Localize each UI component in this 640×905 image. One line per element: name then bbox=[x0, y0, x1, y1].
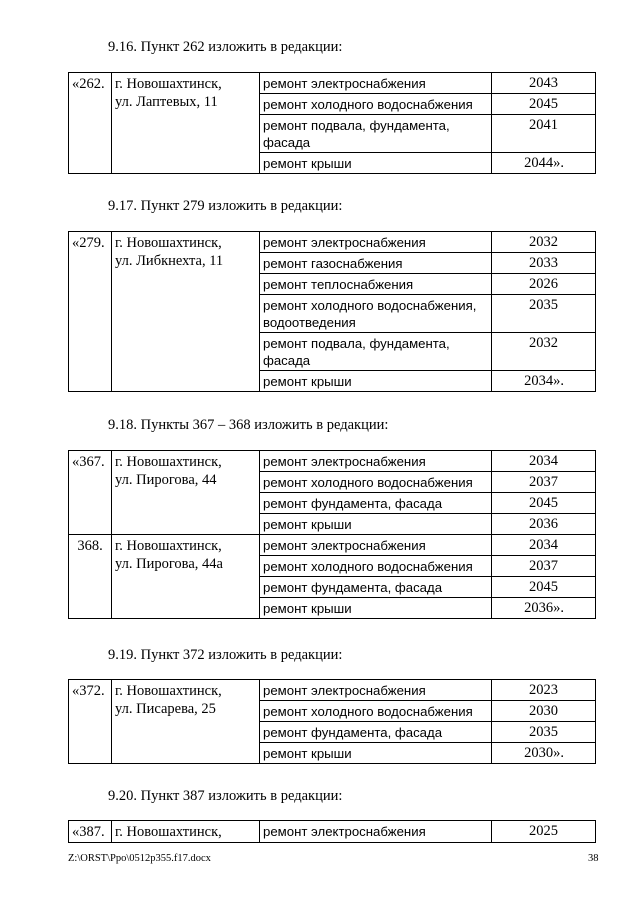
work-type: ремонт фундамента, фасада bbox=[260, 493, 492, 514]
work-year: 2043 bbox=[529, 75, 558, 91]
item-number: 368. bbox=[69, 535, 112, 619]
item-number: «367. bbox=[69, 451, 112, 535]
work-year: 2041 bbox=[529, 117, 558, 133]
address-city: г. Новошахтинск, bbox=[115, 454, 222, 470]
work-year: 2034 bbox=[529, 453, 558, 469]
work-year: 2034». bbox=[524, 373, 564, 389]
table-row bbox=[69, 821, 596, 843]
section-heading-9-18: 9.18. Пункты 367 – 368 изложить в редакции: bbox=[108, 417, 389, 433]
section-heading-9-19: 9.19. Пункт 372 изложить в редакции: bbox=[108, 647, 343, 663]
address-city: г. Новошахтинск, bbox=[115, 824, 222, 840]
item-address bbox=[112, 232, 260, 392]
work-year: 2045 bbox=[529, 579, 558, 595]
address-street: ул. Пирогова, 44а bbox=[115, 556, 223, 572]
work-year: 2037 bbox=[529, 474, 558, 490]
work-type: ремонт электроснабжения bbox=[260, 535, 492, 556]
work-type: ремонт крыши bbox=[260, 371, 492, 392]
footer-page-number: 38 bbox=[588, 853, 599, 864]
work-year: 2035 bbox=[529, 297, 558, 313]
work-type: ремонт крыши bbox=[260, 153, 492, 174]
work-year: 2030 bbox=[529, 703, 558, 719]
work-type: ремонт газоснабжения bbox=[260, 253, 492, 274]
work-type: ремонт холодного водоснабжения bbox=[260, 472, 492, 493]
work-type: ремонт электроснабжения bbox=[260, 232, 492, 253]
work-year: 2033 bbox=[529, 255, 558, 271]
table-row bbox=[69, 73, 596, 94]
address-city: г. Новошахтинск, bbox=[115, 235, 222, 251]
table-372 bbox=[68, 679, 596, 764]
work-type: ремонт холодного водоснабжения, водоотведения bbox=[260, 295, 492, 333]
work-type: ремонт подвала, фундамента, фасада bbox=[260, 115, 492, 153]
work-year: 2044». bbox=[524, 155, 564, 171]
address-street: ул. Либкнехта, 11 bbox=[115, 253, 224, 269]
work-year: 2025 bbox=[529, 823, 558, 839]
work-type: ремонт холодного водоснабжения bbox=[260, 701, 492, 722]
work-year: 2045 bbox=[529, 495, 558, 511]
work-type: ремонт электроснабжения bbox=[260, 821, 492, 843]
work-year: 2032 bbox=[529, 335, 558, 351]
address-city: г. Новошахтинск, bbox=[115, 76, 222, 92]
table-367-368 bbox=[68, 450, 596, 619]
work-type: ремонт фундамента, фасада bbox=[260, 722, 492, 743]
item-address bbox=[112, 821, 260, 843]
footer-file-path: Z:\ORST\Ppo\0512p355.f17.docx bbox=[68, 853, 211, 864]
table-row bbox=[69, 232, 596, 253]
work-year: 2045 bbox=[529, 96, 558, 112]
address-street: ул. Писарева, 25 bbox=[115, 701, 216, 717]
work-type: ремонт подвала, фундамента, фасада bbox=[260, 333, 492, 371]
item-address bbox=[112, 451, 260, 535]
work-year: 2026 bbox=[529, 276, 558, 292]
item-number: «387. bbox=[69, 821, 112, 843]
work-type: ремонт теплоснабжения bbox=[260, 274, 492, 295]
work-type: ремонт крыши bbox=[260, 514, 492, 535]
work-year: 2036». bbox=[524, 600, 564, 616]
work-type: ремонт крыши bbox=[260, 598, 492, 619]
work-year: 2034 bbox=[529, 537, 558, 553]
item-address bbox=[112, 680, 260, 764]
table-row bbox=[69, 451, 596, 472]
section-heading-9-20: 9.20. Пункт 387 изложить в редакции: bbox=[108, 788, 343, 804]
work-year: 2030». bbox=[524, 745, 564, 761]
work-type: ремонт холодного водоснабжения bbox=[260, 94, 492, 115]
address-city: г. Новошахтинск, bbox=[115, 538, 222, 554]
item-number: «262. bbox=[69, 73, 112, 174]
address-street: ул. Лаптевых, 11 bbox=[115, 94, 218, 110]
address-street: ул. Пирогова, 44 bbox=[115, 472, 217, 488]
table-279 bbox=[68, 231, 596, 392]
work-type: ремонт крыши bbox=[260, 743, 492, 764]
item-address bbox=[112, 73, 260, 174]
work-type: ремонт электроснабжения bbox=[260, 73, 492, 94]
work-year: 2037 bbox=[529, 558, 558, 574]
work-type: ремонт электроснабжения bbox=[260, 451, 492, 472]
work-year: 2035 bbox=[529, 724, 558, 740]
address-city: г. Новошахтинск, bbox=[115, 683, 222, 699]
work-year: 2036 bbox=[529, 516, 558, 532]
work-type: ремонт холодного водоснабжения bbox=[260, 556, 492, 577]
item-number: «372. bbox=[69, 680, 112, 764]
table-387 bbox=[68, 820, 596, 843]
item-number: «279. bbox=[69, 232, 112, 392]
section-heading-9-16: 9.16. Пункт 262 изложить в редакции: bbox=[108, 39, 343, 55]
section-heading-9-17: 9.17. Пункт 279 изложить в редакции: bbox=[108, 198, 343, 214]
work-year: 2023 bbox=[529, 682, 558, 698]
work-type: ремонт электроснабжения bbox=[260, 680, 492, 701]
table-262 bbox=[68, 72, 596, 174]
item-address bbox=[112, 535, 260, 619]
work-type: ремонт фундамента, фасада bbox=[260, 577, 492, 598]
table-row bbox=[69, 680, 596, 701]
table-row bbox=[69, 535, 596, 556]
work-year: 2032 bbox=[529, 234, 558, 250]
